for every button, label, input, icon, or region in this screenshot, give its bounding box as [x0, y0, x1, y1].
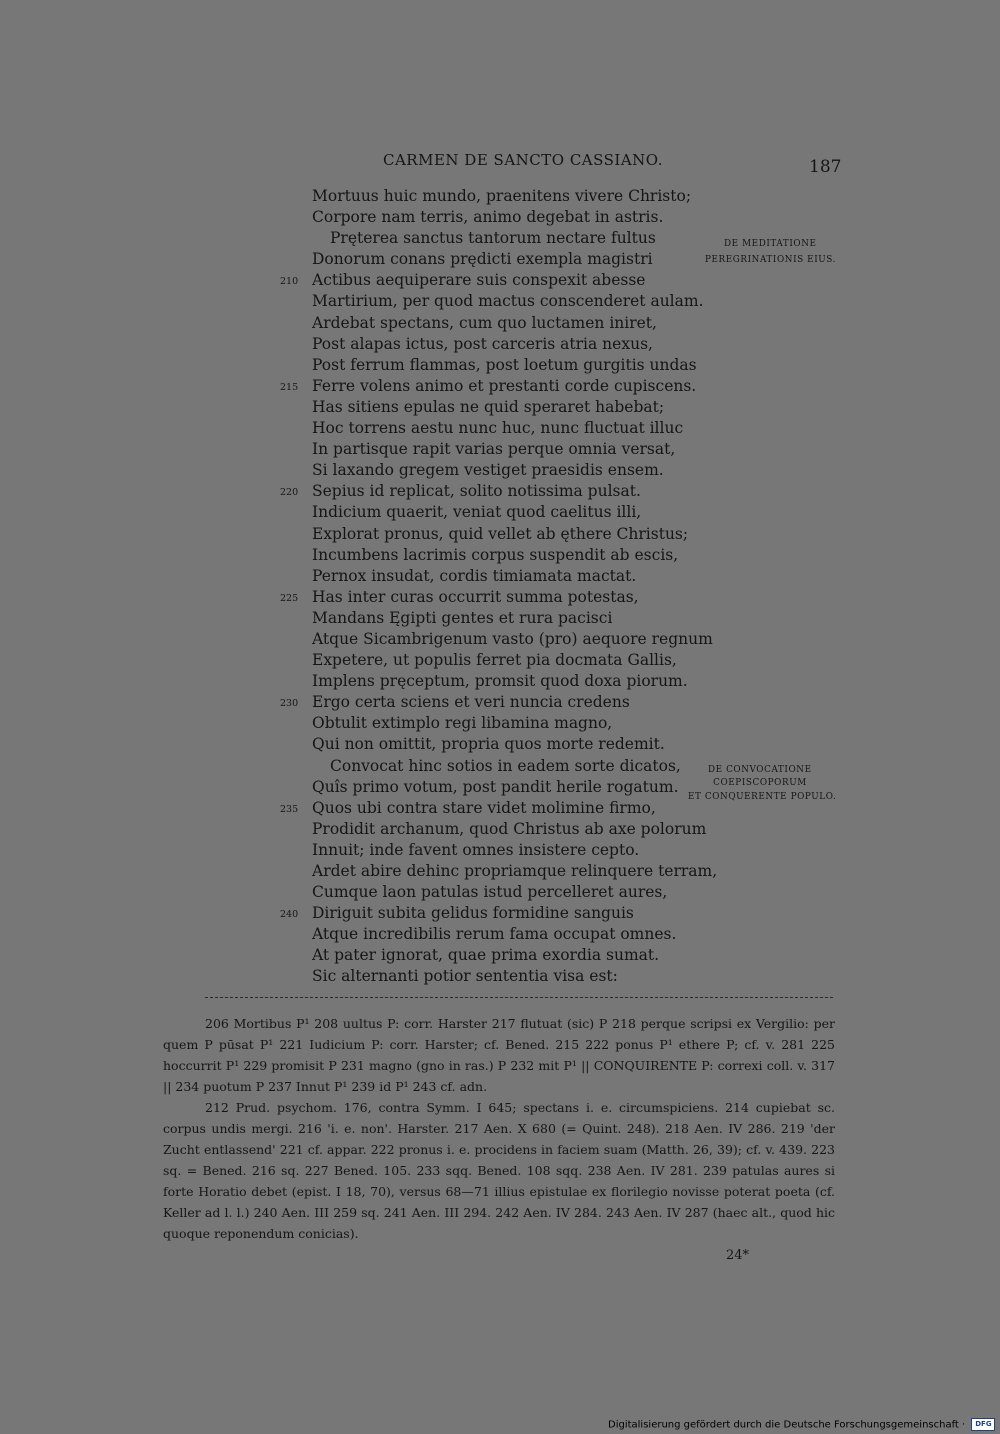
verse-line [280, 460, 840, 481]
verse-line [280, 439, 840, 460]
verse-text: Martirium, per quod mactus conscenderet aulam. [312, 292, 704, 311]
verse-line [280, 650, 840, 671]
separator-rule [205, 997, 833, 998]
verse-line [280, 608, 840, 629]
verse-text: Innuit; inde favent omnes insistere cepto. [312, 840, 640, 859]
verse-line [280, 903, 840, 924]
verse-text: Atque Sicambrigenum vasto (pro) aequore regnum [312, 629, 713, 648]
line-number: 210 [280, 276, 299, 288]
verse-line [280, 713, 840, 734]
verse-text: Incumbens lacrimis corpus suspendit ab escis, [312, 545, 679, 564]
verse-line [280, 207, 840, 228]
verse-line [280, 566, 840, 587]
verse-text: Post alapas ictus, post carceris atria nexus, [312, 334, 653, 353]
verse-text: Pręterea sanctus tantorum nectare fultus [330, 229, 656, 248]
verse-text: In partisque rapit varias perque omnia versat, [312, 440, 676, 459]
side-note-line: PEREGRINATIONIS EIUS. [704, 255, 836, 265]
critical-apparatus [163, 1013, 835, 1097]
verse-text: Hoc torrens aestu nunc huc, nunc fluctuat illuc [312, 419, 684, 438]
verse-text: Ergo certa sciens et veri nuncia credens [312, 693, 630, 712]
verse-text: Post ferrum flammas, post loetum gurgitis undas [312, 355, 697, 374]
verse-line [280, 629, 840, 650]
line-number: 215 [280, 381, 299, 393]
verse-text: Pernox insudat, cordis timiamata mactat. [312, 566, 637, 585]
verse-line [280, 945, 840, 966]
verse-line [280, 524, 840, 545]
verse-line [280, 587, 840, 608]
verse-line [280, 966, 840, 987]
verse-line [280, 861, 840, 882]
verse-line [280, 545, 840, 566]
verse-text: Donorum conans prędicti exempla magistri [312, 250, 653, 269]
verse-text: At pater ignorat, quae prima exordia sumat. [312, 946, 660, 965]
verse-line [280, 924, 840, 945]
page-number: 187 [809, 157, 842, 177]
apparatus-sources-text: 212 Prud. psychom. 176, contra Symm. I 645; spectans i. e. circumspiciens. 214 cupiebat sc. corpus undis mergi. 216 'i. e. non'. Harster. 217 Aen. X 680 (= Quint. 248). 218 Aen. IV 286. 219 'der Zucht entlassend' 221 cf. appar. 222 pronus i. e. procidens in faciem suam (Matth. 26, 39); cf. v. 439. 223 sq. = Bened. 216 sq. 227 Bened. 105. 233 sqq. Bened. 108 sqq. 238 Aen. IV 281. 239 patulas aures si forte Horatio debet (epist. I 18, 70), versus 68—71 illius epistulae ex florilegio novisse poterat poeta (cf. Keller ad l. l.) 240 Aen. III 259 sq. 241 Aen. III 294. 242 Aen. IV 284. 243 Aen. IV 287 (haec alt., quod hic quoque reponendum conicias). [163, 1100, 835, 1241]
verse-text: Cumque laon patulas istud percelleret aures, [312, 883, 668, 902]
verse-text: Si laxando gregem vestiget praesidis ensem. [312, 461, 664, 480]
running-head: CARMEN DE SANCTO CASSIANO. [383, 151, 663, 169]
verse-line [280, 291, 840, 312]
dfg-logo-icon[interactable]: DFG [971, 1418, 995, 1431]
verse-text: Has sitiens epulas ne quid speraret habebat; [312, 397, 665, 416]
verse-text: Prodidit archanum, quod Christus ab axe polorum [312, 819, 707, 838]
side-note-line: DE CONVOCATIONE [708, 765, 812, 775]
verse-line [280, 270, 840, 291]
verse-text: Sic alternanti potior sententia visa est: [312, 967, 618, 986]
verse-line [280, 334, 840, 355]
line-number: 240 [280, 909, 299, 921]
verse-text: Sepius id replicat, solito notissima pulsat. [312, 482, 641, 501]
line-number: 225 [280, 592, 299, 604]
verse-line [280, 397, 840, 418]
verse-line [280, 355, 840, 376]
verse-text: Actibus aequiperare suis conspexit abesse [312, 271, 646, 290]
verse-text: Corpore nam terris, animo degebat in astris. [312, 208, 664, 227]
side-note-line: COEPISCOPORUM [713, 778, 807, 788]
verse-text: Atque incredibilis rerum fama occupat omnes. [312, 925, 677, 944]
verse-line [280, 418, 840, 439]
verse-text: Qui non omittit, propria quos morte redemit. [312, 735, 665, 754]
verse-line [280, 819, 840, 840]
verse-line [280, 692, 840, 713]
side-note-convocatione-cont [712, 777, 808, 789]
verse-line [280, 502, 840, 523]
side-note-meditatione-cont [694, 254, 836, 266]
verse-text: Has inter curas occurrit summa potestas, [312, 587, 639, 606]
signature-mark: 24* [726, 1248, 750, 1263]
verse-line [280, 481, 840, 502]
source-apparatus [163, 1097, 835, 1244]
line-number: 235 [280, 803, 299, 815]
verse-text: Explorat pronus, quid vellet ab ęthere Christus; [312, 524, 689, 543]
verse-text: Ardet abire dehinc propriamque relinquere terram, [312, 862, 718, 880]
side-note-line: DE MEDITATIONE [724, 239, 817, 249]
verse-line [280, 734, 840, 755]
side-note-convocatione [708, 764, 810, 776]
verse-line [280, 882, 840, 903]
side-note-convocatione-cont-2 [688, 791, 836, 803]
side-note-meditatione [724, 238, 816, 250]
verse-text: Obtulit extimplo regi libamina magno, [312, 714, 613, 733]
verse-text: Indicium quaerit, veniat quod caelitus illi, [312, 503, 642, 522]
verse-text: Implens pręceptum, promsit quod doxa piorum. [312, 672, 688, 691]
verse-text: Mandans Ęgipti gentes et rura pacisci [312, 608, 613, 627]
side-note-line: ET CONQUERENTE POPULO. [688, 792, 837, 802]
verse-line [280, 186, 840, 207]
verse-text: Mortuus huic mundo, praenitens vivere Christo; [312, 187, 692, 205]
footer-credit [608, 1418, 995, 1431]
verse-block [280, 186, 840, 988]
verse-text: Ferre volens animo et prestanti corde cupiscens. [312, 376, 697, 395]
verse-text: Quos ubi contra stare videt molimine firmo, [312, 798, 656, 817]
footer-separator: · [962, 1419, 966, 1431]
verse-text: Convocat hinc sotios in eadem sorte dicatos, [330, 756, 681, 775]
verse-line [280, 313, 840, 334]
verse-line [280, 376, 840, 397]
line-number: 230 [280, 698, 299, 710]
verse-line [280, 840, 840, 861]
verse-line [280, 671, 840, 692]
verse-text: Diriguit subita gelidus formidine sanguis [312, 904, 634, 923]
footer-text: Digitalisierung gefördert durch die Deutsche Forschungsgemeinschaft [608, 1419, 959, 1431]
line-number: 220 [280, 487, 299, 499]
verse-text: Ardebat spectans, cum quo luctamen iniret, [312, 313, 657, 332]
verse-text: Quîs primo votum, post pandit herile rogatum. [312, 777, 679, 796]
apparatus-critical-text: 206 Mortibus P¹ 208 uultus P: corr. Harster 217 flutuat (sic) P 218 perque scripsi ex Vergilio: per quem P pūsat P¹ 221 Iudicium P: corr. Harster; cf. Bened. 215 222 ponus P¹ ethere P; cf. v. 281 225 hoccurrit P¹ 229 promisit P 231 magno (gno in ras.) P 232 mit P¹ || CONQUIRENTE P: correxi coll. v. 317 || 234 puotum P 237 Innut P¹ 239 id P¹ 243 cf. adn. [163, 1016, 835, 1094]
verse-text: Expetere, ut populis ferret pia docmata Gallis, [312, 651, 677, 670]
